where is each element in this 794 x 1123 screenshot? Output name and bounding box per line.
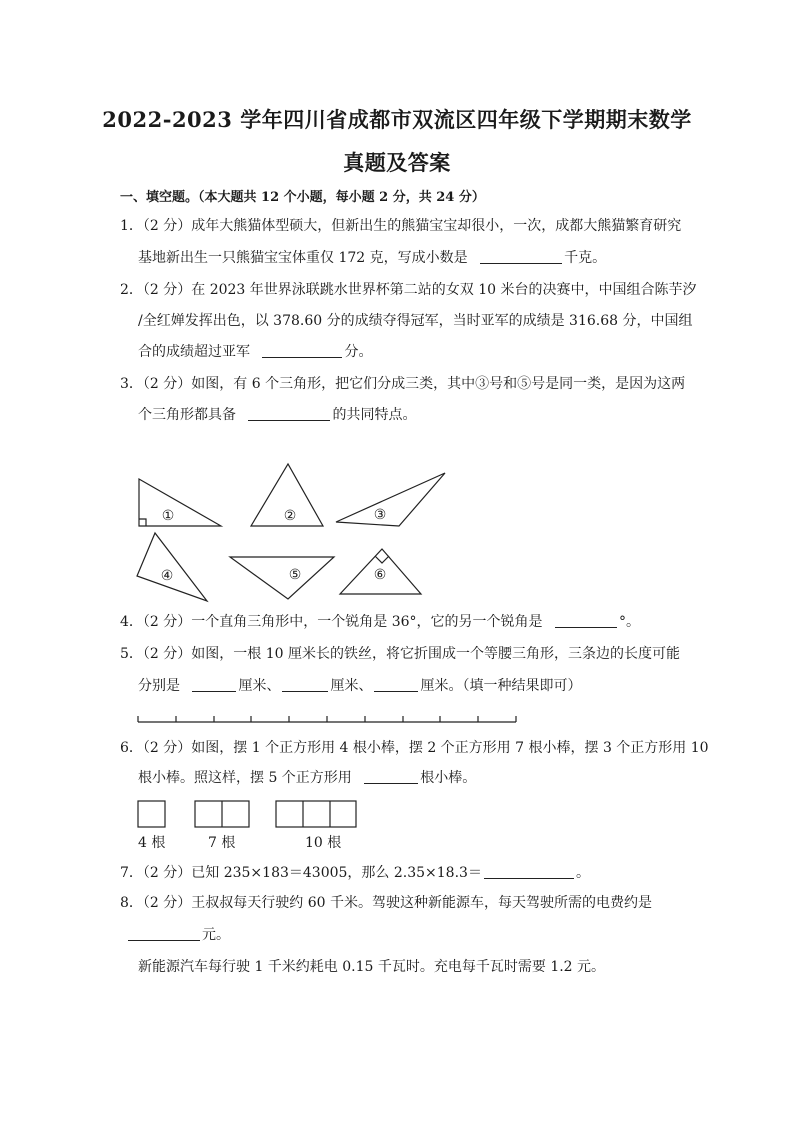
q3-answer-blank[interactable]: [248, 406, 330, 421]
q2-unit: 分。: [344, 344, 373, 360]
triangle-label-6: ⑥: [373, 567, 387, 583]
q5-blank-2[interactable]: [282, 677, 328, 692]
q7-suffix: 。: [575, 865, 590, 881]
q6-answer-blank[interactable]: [364, 769, 418, 784]
q1-text: 基地新出生一只熊猫宝宝体重仅 172 克，写成小数是: [138, 250, 468, 266]
q6-line-1: 6．（2 分）如图，摆 1 个正方形用 4 根小棒，摆 2 个正方形用 7 根小棒，摆 3 个正方形用 10: [120, 740, 709, 756]
q6-unit: 根小棒。: [420, 770, 477, 786]
triangle-label-5: ⑤: [288, 567, 302, 583]
q7-answer-blank[interactable]: [484, 864, 574, 879]
triangle-label-1: ①: [161, 508, 175, 524]
q5-unit-3: 厘米。（填一种结果即可）: [420, 678, 582, 694]
q8-unit: 元。: [202, 927, 230, 943]
q2-text: 合的成绩超过亚军: [138, 344, 250, 360]
q2-line-3: [138, 342, 372, 362]
q3-triangles-figure: [0, 455, 794, 605]
q8-line-2: [128, 925, 230, 945]
caption-7-sticks: 7 根: [208, 835, 236, 851]
q3-line-2: [138, 405, 416, 425]
q1-answer-blank[interactable]: [480, 249, 562, 264]
q4-line: [120, 612, 640, 632]
q5-wire-ruler: [130, 710, 530, 730]
q5-line-2: [138, 676, 581, 696]
q4-unit: °。: [618, 614, 640, 630]
q5-text: 分别是: [138, 678, 180, 694]
q7-text: 7．（2 分）已知 235×183＝43005，那么 2.35×18.3＝: [120, 865, 482, 881]
q5-blank-1[interactable]: [192, 677, 236, 692]
q1-line-1: 1．（2 分）成年大熊猫体型硕大，但新出生的熊猫宝宝却很小，一次，成都大熊猫繁育研究: [120, 218, 682, 234]
triangle-label-3: ③: [373, 507, 387, 523]
q8-answer-blank[interactable]: [128, 926, 200, 941]
triangle-5: [230, 557, 334, 599]
triangle-label-4: ④: [160, 568, 174, 584]
q5-unit-2: 厘米、: [330, 678, 373, 694]
q6-text: 根小棒。照这样，摆 5 个正方形用: [138, 770, 352, 786]
q5-unit-1: 厘米、: [238, 678, 281, 694]
squares-group-3: [276, 801, 356, 827]
triangle-1: [139, 479, 221, 526]
squares-group-1: [138, 801, 165, 827]
q8-line-1: 8．（2 分）王叔叔每天行驶约 60 千米。驾驶这种新能源车，每天驾驶所需的电费约是: [120, 895, 652, 911]
q1-line-2: [138, 248, 606, 268]
q5-blank-3[interactable]: [374, 677, 418, 692]
q3-suffix: 的共同特点。: [332, 407, 417, 423]
q5-line-1: 5．（2 分）如图，一根 10 厘米长的铁丝，将它折围成一个等腰三角形，三条边的长度可能: [120, 646, 680, 662]
q1-unit: 千克。: [564, 250, 607, 266]
q6-line-2: [138, 768, 476, 788]
q8-line-3: 新能源汽车每行驶 1 千米约耗电 0.15 千瓦时。充电每千瓦时需要 1.2 元。: [138, 959, 606, 975]
q3-line-1: 3．（2 分）如图，有 6 个三角形，把它们分成三类，其中③号和⑤号是同一类，是因为这两: [120, 376, 686, 392]
triangle-4: [137, 533, 207, 601]
caption-4-sticks: 4 根: [138, 835, 166, 851]
title-line-1: 2022-2023 学年四川省成都市双流区四年级下学期期末数学: [102, 107, 692, 132]
right-angle-mark-1: [139, 519, 146, 526]
q4-answer-blank[interactable]: [555, 613, 617, 628]
triangle-3: [336, 473, 445, 526]
right-angle-mark-6: [375, 556, 389, 563]
triangle-label-2: ②: [283, 508, 297, 524]
caption-10-sticks: 10 根: [305, 835, 342, 851]
q2-line-1: 2．（2 分）在 2023 年世界泳联跳水世界杯第二站的女双 10 米台的决赛中，中国组合陈芋汐: [120, 282, 697, 298]
q4-text: 4．（2 分）一个直角三角形中，一个锐角是 36°，它的另一个锐角是: [120, 614, 543, 630]
q6-squares-figure: [130, 796, 380, 832]
q2-line-2: /全红婵发挥出色，以 378.60 分的成绩夺得冠军，当时亚军的成绩是 316.68 分，中国组: [138, 313, 693, 329]
section-heading: 一、填空题。（本大题共 12 个小题，每小题 2 分，共 24 分）: [120, 190, 485, 205]
q7-line: [120, 863, 590, 883]
q3-text: 个三角形都具备: [138, 407, 236, 423]
q2-answer-blank[interactable]: [262, 343, 342, 358]
title-line-2: 真题及答案: [343, 150, 451, 175]
